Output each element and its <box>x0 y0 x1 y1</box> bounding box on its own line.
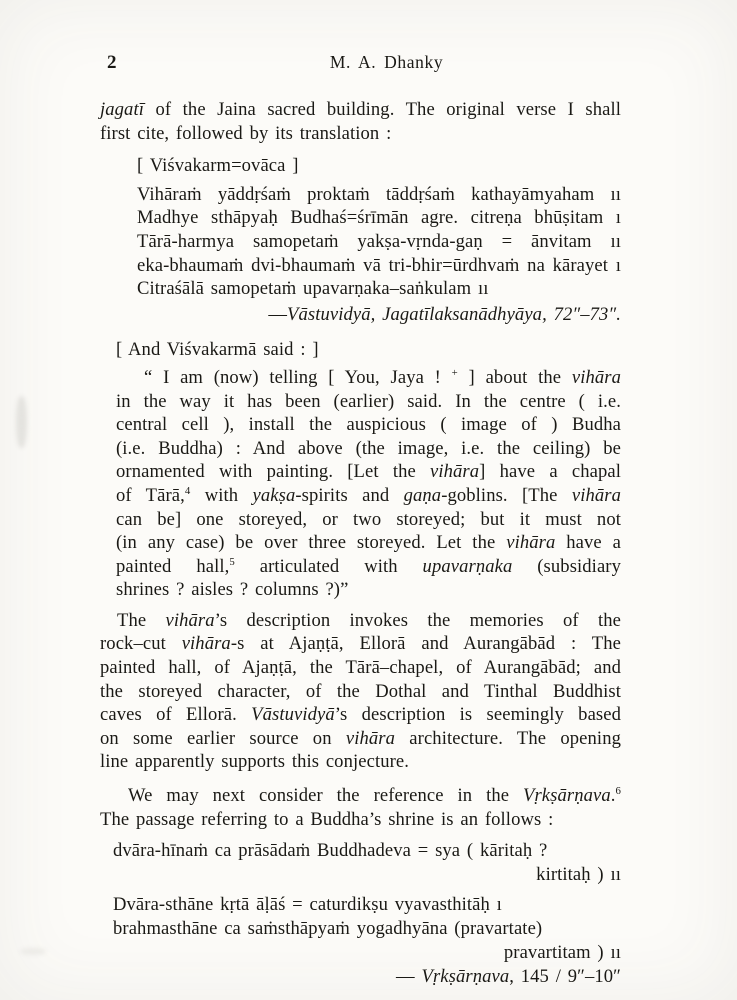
text-line: (in any case) be over three storeyed. Let the vihāra have a <box>116 532 621 554</box>
said-line <box>116 338 621 362</box>
sanskrit-verse-2b <box>113 893 621 964</box>
text-line: [ And Viśvakarmā said : ] <box>116 339 319 361</box>
text-line: —Vāstuvidyā, Jagatīlaksanādhyāya, 72″–73″. <box>268 303 621 325</box>
text-line: jagatī of the Jaina sacred building. The original verse I shall <box>100 99 621 120</box>
text-line: of Tārā,$^4$ with yakṣa-spirits and gaṇa-goblins. [The vihāra <box>116 484 621 506</box>
translation-quote <box>116 366 621 602</box>
text-line: We may next consider the reference in the Vṛkṣārṇava.$^6$ <box>128 784 621 807</box>
text-line: in the way it has been (earlier) said. In the centre ( i.e. <box>116 390 621 412</box>
footnote-marker: 4 <box>184 484 191 497</box>
text-line: (i.e. Buddha) : And above (the image, i.e. the ceiling) be <box>116 437 621 459</box>
text-line: Vihāraṁ yāddṛśaṁ proktaṁ tāddṛśaṁ kathayāmyaham ıı <box>137 183 621 205</box>
text-line: Citraśālā samopetaṁ upavarṇaka–saṅkulam ıı <box>137 278 489 300</box>
text-line: eka-bhaumaṁ dvi-bhaumaṁ vā tri-bhir=ūrdhvaṁ na kārayet ı <box>137 254 621 276</box>
paragraph-memories <box>100 609 621 774</box>
sanskrit-verse-1 <box>137 183 621 301</box>
text-line: shrines ? aisles ? columns ?)” <box>116 579 349 601</box>
text-line: ornamented with painting. [Let the vihāra] have a chapal <box>116 461 621 483</box>
text-line: kirtitaḥ ) ıı <box>536 863 621 885</box>
text-line: The vihāra’s description invokes the memories of the <box>117 609 621 631</box>
running-head: M. A. Dhanky <box>329 52 444 72</box>
footnote-marker: 6 <box>615 784 621 797</box>
text-line: the storeyed character, of the Dothal and Tinthal Buddhist <box>100 680 621 702</box>
text-line: dvāra-hīnaṁ ca prāsādaṁ Buddhadeva = sya ( kāritaḥ ? <box>113 840 548 862</box>
sanskrit-verse-2a <box>113 839 621 886</box>
text-line: The passage referring to a Buddha’s shrine is an follows : <box>100 808 554 830</box>
verse-attribution-1 <box>100 303 621 327</box>
text-line: [ Viśvakarm=ovāca ] <box>137 155 299 177</box>
text-line: rock–cut vihāra-s at Ajaṇṭā, Ellorā and Aurangābād : The <box>100 633 621 655</box>
verse-attribution-2 <box>100 965 621 989</box>
text-line: on some earlier source on vihāra architecture. The opening <box>100 727 621 749</box>
text-line: can be] one storeyed, or two storeyed; but it must not <box>116 508 621 530</box>
text-line: “ I am (now) telling [ You, Jaya ! + ] about the vihāra <box>144 366 621 388</box>
text-line: — Vṛkṣārṇava, 145 / 9″–10″ <box>396 966 621 988</box>
text-line: painted hall, of Ajaṇṭā, the Tārā–chapel, of Aurangābād; and <box>100 657 621 679</box>
text-line: pravartitam ) ıı <box>503 941 621 963</box>
text-line: central cell ), install the auspicious ( image of ) Budha <box>116 414 621 436</box>
footnote-marker: 5 <box>229 555 235 568</box>
scan-smudge <box>16 396 27 448</box>
text-line: Tārā-harmya samopetaṁ yakṣa-vṛnda-gaṇ = ānvitam ıı <box>137 230 621 252</box>
paragraph-next-reference <box>100 784 621 831</box>
scan-smudge <box>20 948 46 955</box>
invocation-line <box>137 154 621 178</box>
text-body <box>100 98 621 989</box>
footnote-marker: + <box>451 366 458 379</box>
text-line: painted hall,$^5$ articulated with upavarṇaka (subsidiary <box>116 555 621 577</box>
text-line: Madhye sthāpyaḥ Budhaś=śrīmān agre. citreṇa bhūṣitam ı <box>137 207 621 229</box>
intro-paragraph <box>100 98 621 145</box>
page-header <box>100 52 625 78</box>
text-line: caves of Ellorā. Vāstuvidyā’s description is seemingly based <box>100 704 622 726</box>
text-line: line apparently supports this conjecture. <box>100 751 410 773</box>
page-number: 2 <box>107 52 117 73</box>
text-line: brahmasthāne ca saṁsthāpyaṁ yogadhyāna (pravartate) <box>113 918 543 939</box>
text-line: Dvāra-sthāne kṛtā āḷāś = caturdikṣu vyavasthitāḥ ı <box>113 894 502 916</box>
text-line: first cite, followed by its translation : <box>100 122 392 144</box>
